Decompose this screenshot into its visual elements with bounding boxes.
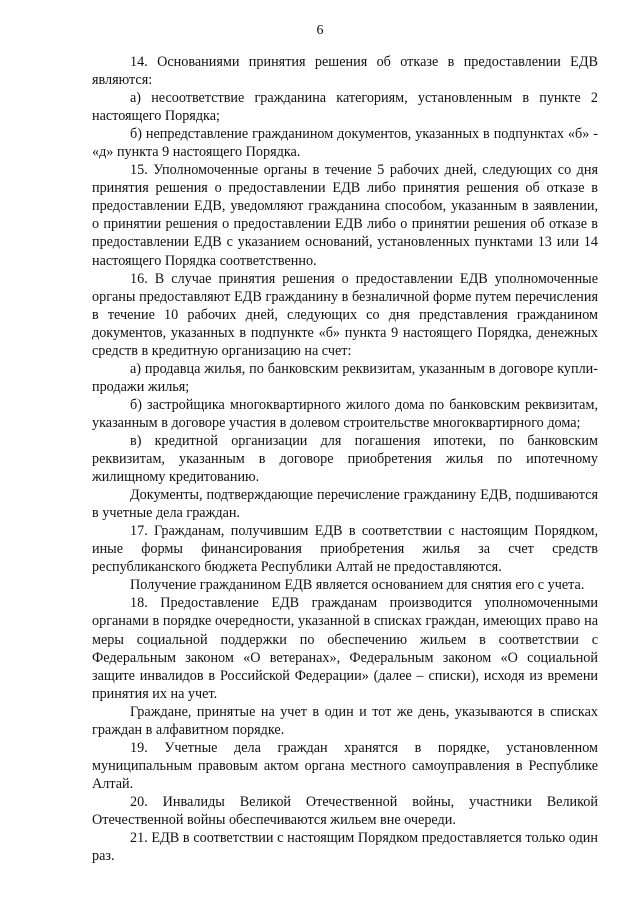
paragraph-16: 16. В случае принятия решения о предоставлении ЕДВ уполномоченные органы предоставляют ЕДВ гражданину в безналичной форме путем перечисления в течение 10 рабочих дней, следующих со дня представления гражданином документов, указанных в подпункте «б» пункта 9 настоящего Порядка, денежных средств в кредитную организацию на счет: bbox=[92, 270, 598, 359]
paragraph-14: 14. Основаниями принятия решения об отказе в предоставлении ЕДВ являются: bbox=[92, 54, 598, 89]
paragraph-19: 19. Учетные дела граждан хранятся в порядке, установленном муниципальным правовым актом органа местного самоуправления в Республике Алтай. bbox=[92, 739, 598, 792]
paragraph-18-same-day: Граждане, принятые на учет в один и тот же день, указываются в списках граждан в алфавитном порядке. bbox=[92, 703, 598, 738]
paragraph-16-b: б) застройщика многоквартирного жилого дома по банковским реквизитам, указанным в договоре участия в долевом строительстве многоквартирного дома; bbox=[92, 396, 598, 431]
page-number: 6 bbox=[316, 23, 324, 38]
paragraph-16-documents: Документы, подтверждающие перечисление гражданину ЕДВ, подшиваются в учетные дела граждан. bbox=[92, 487, 598, 522]
paragraph-16-c: в) кредитной организации для погашения ипотеки, по банковским реквизитам, указанным в договоре приобретения жилья по ипотечному жилищному кредитованию. bbox=[92, 432, 598, 486]
document-body bbox=[92, 53, 598, 865]
paragraph-16-a: а) продавца жилья, по банковским реквизитам, указанным в договоре купли-продажи жилья; bbox=[92, 360, 598, 395]
paragraph-20: 20. Инвалиды Великой Отечественной войны, участники Великой Отечественной войны обеспечиваются жильем вне очереди. bbox=[92, 793, 598, 828]
paragraph-14-b: б) непредставление гражданином документов, указанных в подпунктах «б» - «д» пункта 9 настоящего Порядка. bbox=[92, 126, 598, 161]
paragraph-15: 15. Уполномоченные органы в течение 5 рабочих дней, следующих со дня принятия решения о предоставлении ЕДВ либо принятия решения об отказе в предоставлении ЕДВ, уведомляют гражданина способом, указанным в заявлении, о принятии решения о предоставлении ЕДВ либо о принятии решения об отказе в предоставлении ЕДВ с указанием оснований, установленных пунктами 13 или 14 настоящего Порядка соответственно. bbox=[92, 162, 598, 269]
paragraph-17: 17. Гражданам, получившим ЕДВ в соответствии с настоящим Порядком, иные формы финансирования приобретения жилья за счет средств республиканского бюджета Республики Алтай не предоставляются. bbox=[92, 523, 598, 576]
paragraph-14-a: а) несоответствие гражданина категориям, установленным в пункте 2 настоящего Порядка; bbox=[92, 90, 598, 125]
paragraph-18: 18. Предоставление ЕДВ гражданам производится уполномоченными органами в порядке очередности, указанной в списках граждан, имеющих право на меры социальной поддержки по обеспечению жильем в соответствии с Федеральным законом «О ветеранах», Федеральным законом «О социальной защите инвалидов в Российской Федерации» (далее – списки), исходя из времени принятия их на учет. bbox=[92, 595, 598, 702]
paragraph-17-removal: Получение гражданином ЕДВ является основанием для снятия его с учета. bbox=[130, 577, 585, 594]
paragraph-21: 21. ЕДВ в соответствии с настоящим Порядком предоставляется только один раз. bbox=[92, 830, 598, 865]
